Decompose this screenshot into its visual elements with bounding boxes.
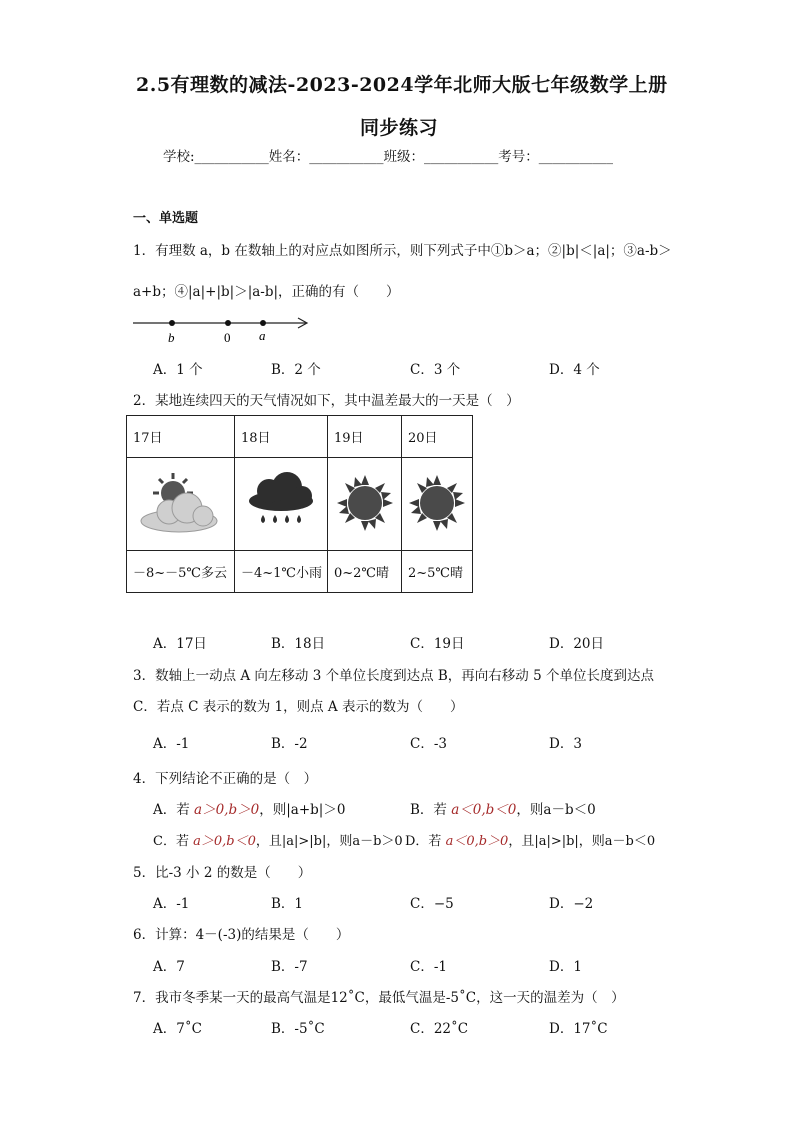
q4-option-b-conclusion: ，则a－b＜0: [516, 802, 596, 818]
point-b: [169, 320, 175, 326]
q1-option-d[interactable]: D．4 个: [549, 362, 600, 378]
q1-option-c[interactable]: C．3 个: [410, 362, 461, 378]
weather-temp-2: －4~1℃小雨: [235, 551, 328, 593]
q4-option-d-prefix: D．若: [405, 834, 446, 849]
sun-icon: [333, 467, 397, 537]
q4-option-b-prefix: B．若: [410, 802, 452, 818]
q4-option-b[interactable]: [410, 798, 596, 818]
sun-icon: [405, 467, 469, 537]
q4-option-d[interactable]: [405, 830, 655, 849]
q5-option-d[interactable]: D．−2: [549, 896, 594, 912]
weather-temp-1: －8~－5℃多云: [127, 551, 235, 593]
weather-day-2: 18日: [235, 416, 328, 458]
q3-stem-line2: C．若点 C 表示的数为 1，则点 A 表示的数为（ ）: [133, 699, 464, 715]
q2-option-d[interactable]: D．20日: [549, 636, 605, 652]
q5-option-a[interactable]: A．-1: [153, 896, 190, 912]
q7-option-b[interactable]: B．-5˚C: [271, 1021, 325, 1037]
q3-option-a[interactable]: A．-1: [153, 736, 190, 752]
weather-day-3: 19日: [328, 416, 402, 458]
q2-stem: 2．某地连续四天的天气情况如下，其中温差最大的一天是（ ）: [133, 393, 520, 409]
q4-option-a-prefix: A．若: [153, 802, 195, 818]
q3-option-b[interactable]: B．-2: [271, 736, 308, 752]
point-a: [260, 320, 266, 326]
q6-stem: 6．计算：4－(-3)的结果是（ ）: [133, 927, 350, 943]
q7-option-d[interactable]: D．17˚C: [549, 1021, 608, 1037]
q7-option-c[interactable]: C．22˚C: [410, 1021, 469, 1037]
q4-option-c-conclusion: ，且|a|>|b|，则a－b＞0: [255, 834, 403, 849]
q4-stem: 4．下列结论不正确的是（ ）: [133, 771, 318, 787]
q3-option-d[interactable]: D．3: [549, 736, 582, 752]
weather-table: [126, 415, 473, 593]
q3-option-c[interactable]: C．-3: [410, 736, 447, 752]
q1-number-line: [130, 312, 315, 348]
label-zero: 0: [224, 330, 231, 345]
q2-option-b[interactable]: B．18日: [271, 636, 326, 652]
q6-option-a[interactable]: A．7: [153, 959, 185, 975]
q5-option-b[interactable]: B．1: [271, 896, 304, 912]
q7-option-a[interactable]: A．7˚C: [153, 1021, 202, 1037]
q5-stem: 5．比-3 小 2 的数是（ ）: [133, 865, 312, 881]
weather-cell-4: [402, 458, 473, 551]
q3-stem-line1: 3．数轴上一动点 A 向左移动 3 个单位长度到达点 B，再向右移动 5 个单位长度到达点: [133, 668, 654, 684]
q4-option-d-conclusion: ，且|a|>|b|，则a－b＜0: [508, 834, 656, 849]
q2-option-c[interactable]: C．19日: [410, 636, 465, 652]
q1-option-b[interactable]: B．2 个: [271, 362, 321, 378]
q4-option-a-conclusion: ，则|a+b|＞0: [259, 802, 346, 818]
q1-option-a[interactable]: A．1 个: [153, 362, 203, 378]
q4-option-b-condition: a＜0,b＜0: [451, 802, 517, 818]
weather-cell-1: [127, 458, 235, 551]
q2-option-a[interactable]: A．17日: [153, 636, 207, 652]
partly-cloudy-icon: [131, 467, 231, 537]
q6-option-c[interactable]: C．-1: [410, 959, 447, 975]
q4-option-c-prefix: C．若: [153, 834, 194, 849]
page-title-line2: 同步练习: [360, 117, 439, 139]
q4-option-c-condition: a＞0,b＜0: [193, 834, 256, 849]
weather-cell-2: [235, 458, 328, 551]
q6-option-b[interactable]: B．-7: [271, 959, 308, 975]
weather-day-1: 17日: [127, 416, 235, 458]
q4-option-a[interactable]: [153, 798, 345, 818]
page-title: 2.5有理数的减法-2023-2024学年北师大版七年级数学上册: [136, 74, 668, 96]
q4-option-a-condition: a＞0,b＞0: [194, 802, 260, 818]
q7-stem: 7．我市冬季某一天的最高气温是12˚C，最低气温是-5˚C，这一天的温差为（ ）: [133, 990, 625, 1006]
q4-option-c[interactable]: [153, 830, 403, 849]
label-b: b: [168, 330, 175, 345]
weather-cell-3: [328, 458, 402, 551]
weather-day-4: 20日: [402, 416, 473, 458]
student-info-fields: 学校:___________姓名：___________班级：___________考号：___________: [163, 149, 614, 165]
weather-temp-3: 0~2℃晴: [328, 551, 402, 593]
weather-temp-4: 2~5℃晴: [402, 551, 473, 593]
q5-option-c[interactable]: C．−5: [410, 896, 454, 912]
label-a: a: [259, 328, 266, 343]
section-heading: 一、单选题: [133, 211, 199, 226]
q6-option-d[interactable]: D．1: [549, 959, 582, 975]
point-zero: [225, 320, 231, 326]
q1-stem-line2: a+b；④|a|+|b|＞|a-b|，正确的有（ ）: [133, 284, 400, 300]
q4-option-d-condition: a＜0,b＞0: [445, 834, 509, 849]
rain-cloud-icon: [239, 467, 323, 537]
q1-stem-line1: 1．有理数 a，b 在数轴上的对应点如图所示，则下列式子中①b＞a；②|b|＜|a|；③a-b＞: [133, 243, 672, 259]
